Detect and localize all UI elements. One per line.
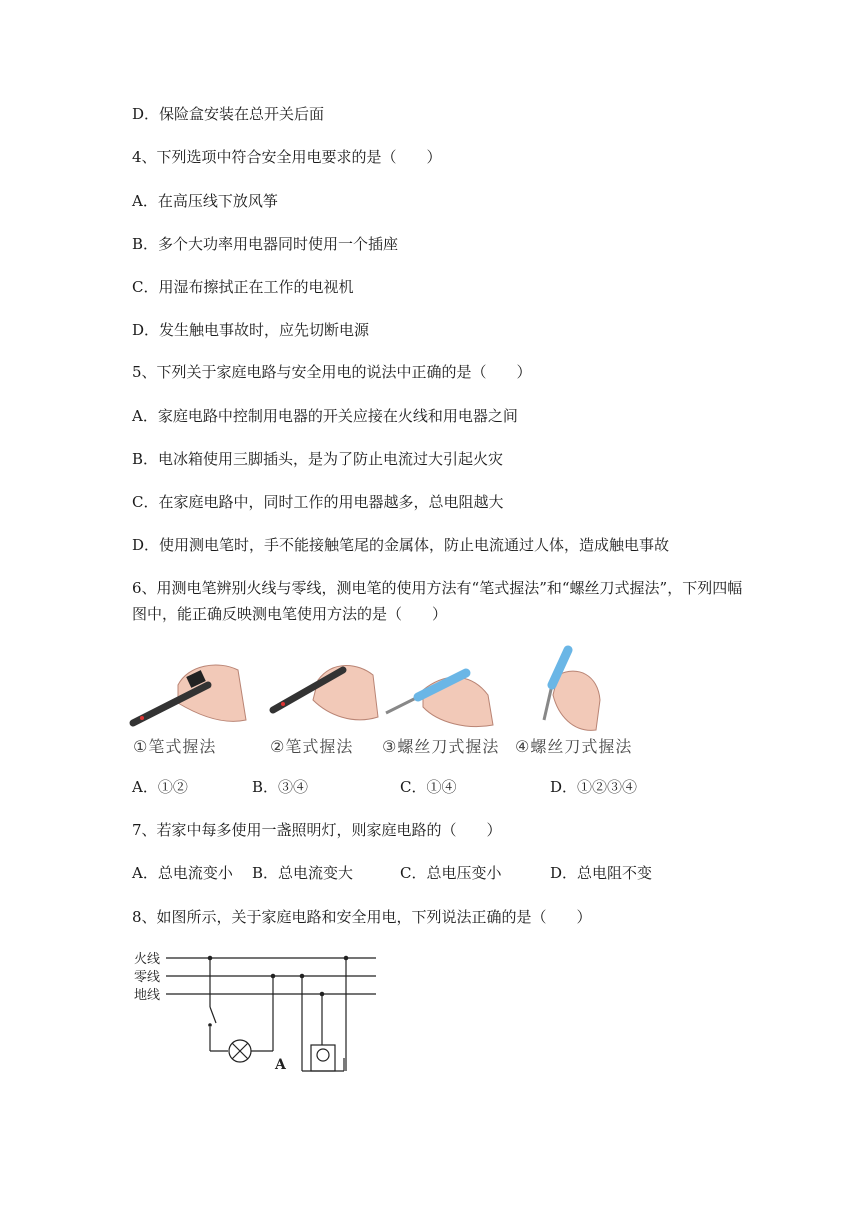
caption-pen-grip-1: ①笔式握法	[133, 737, 217, 756]
q7-option-c: C．总电压变小	[400, 864, 502, 882]
q5-option-d: D．使用测电笔时，手不能接触笔尾的金属体，防止电流通过人体，造成触电事故	[132, 536, 670, 554]
caption-screwdriver-grip-4: ④螺丝刀式握法	[515, 737, 633, 756]
q4-stem: 4、下列选项中符合安全用电要求的是（ ）	[132, 148, 442, 166]
neutral-wire-label: 零线	[134, 970, 161, 985]
q5-option-a: A．家庭电路中控制用电器的开关应接在火线和用电器之间	[132, 407, 518, 425]
q5-stem: 5、下列关于家庭电路与安全用电的说法中正确的是（ ）	[132, 363, 532, 381]
switch-blade	[210, 1007, 216, 1023]
q4-option-a: A．在高压线下放风筝	[132, 192, 278, 210]
pen-grip-illustration-1	[133, 665, 246, 723]
caption-pen-grip-2: ②笔式握法	[270, 737, 354, 756]
live-wire-label: 火线	[134, 952, 161, 967]
q4-option-b: B．多个大功率用电器同时使用一个插座	[132, 235, 399, 253]
q6-stem-line1: 6、用测电笔辨别火线与零线，测电笔的使用方法有“笔式握法”和“螺丝刀式握法”，下列四幅	[132, 579, 743, 597]
q5-option-c: C．在家庭电路中，同时工作的用电器越多，总电阻越大	[132, 493, 504, 511]
q4-option-c: C．用湿布擦拭正在工作的电视机	[132, 278, 354, 296]
screwdriver-grip-illustration-4	[544, 650, 600, 730]
q7-option-b: B．总电流变大	[252, 864, 354, 882]
pen-grip-illustration-2	[273, 665, 378, 719]
ground-wire-label: 地线	[134, 988, 161, 1003]
tester-pen-figure	[128, 645, 688, 735]
q6-option-a: A．①②	[132, 778, 188, 796]
q7-option-a: A．总电流变小	[132, 864, 233, 882]
q6-option-b: B．③④	[252, 778, 309, 796]
q3-option-d: D．保险盒安装在总开关后面	[132, 105, 325, 123]
q7-stem: 7、若家中每多使用一盏照明灯，则家庭电路的（ ）	[132, 821, 502, 839]
household-circuit-diagram	[130, 945, 390, 1075]
point-a-label: A	[275, 1057, 286, 1073]
q7-option-d: D．总电阻不变	[550, 864, 653, 882]
q4-option-d: D．发生触电事故时，应先切断电源	[132, 321, 370, 339]
q6-stem-line2: 图中，能正确反映测电笔使用方法的是（ ）	[132, 605, 448, 623]
q8-stem: 8、如图所示，关于家庭电路和安全用电，下列说法正确的是（ ）	[132, 908, 592, 926]
q6-option-c: C．①④	[400, 778, 457, 796]
screwdriver-grip-illustration-3	[386, 673, 493, 727]
q6-option-d: D．①②③④	[550, 778, 638, 796]
caption-screwdriver-grip-3: ③螺丝刀式握法	[382, 737, 500, 756]
q5-option-b: B．电冰箱使用三脚插头，是为了防止电流过大引起火灾	[132, 450, 504, 468]
